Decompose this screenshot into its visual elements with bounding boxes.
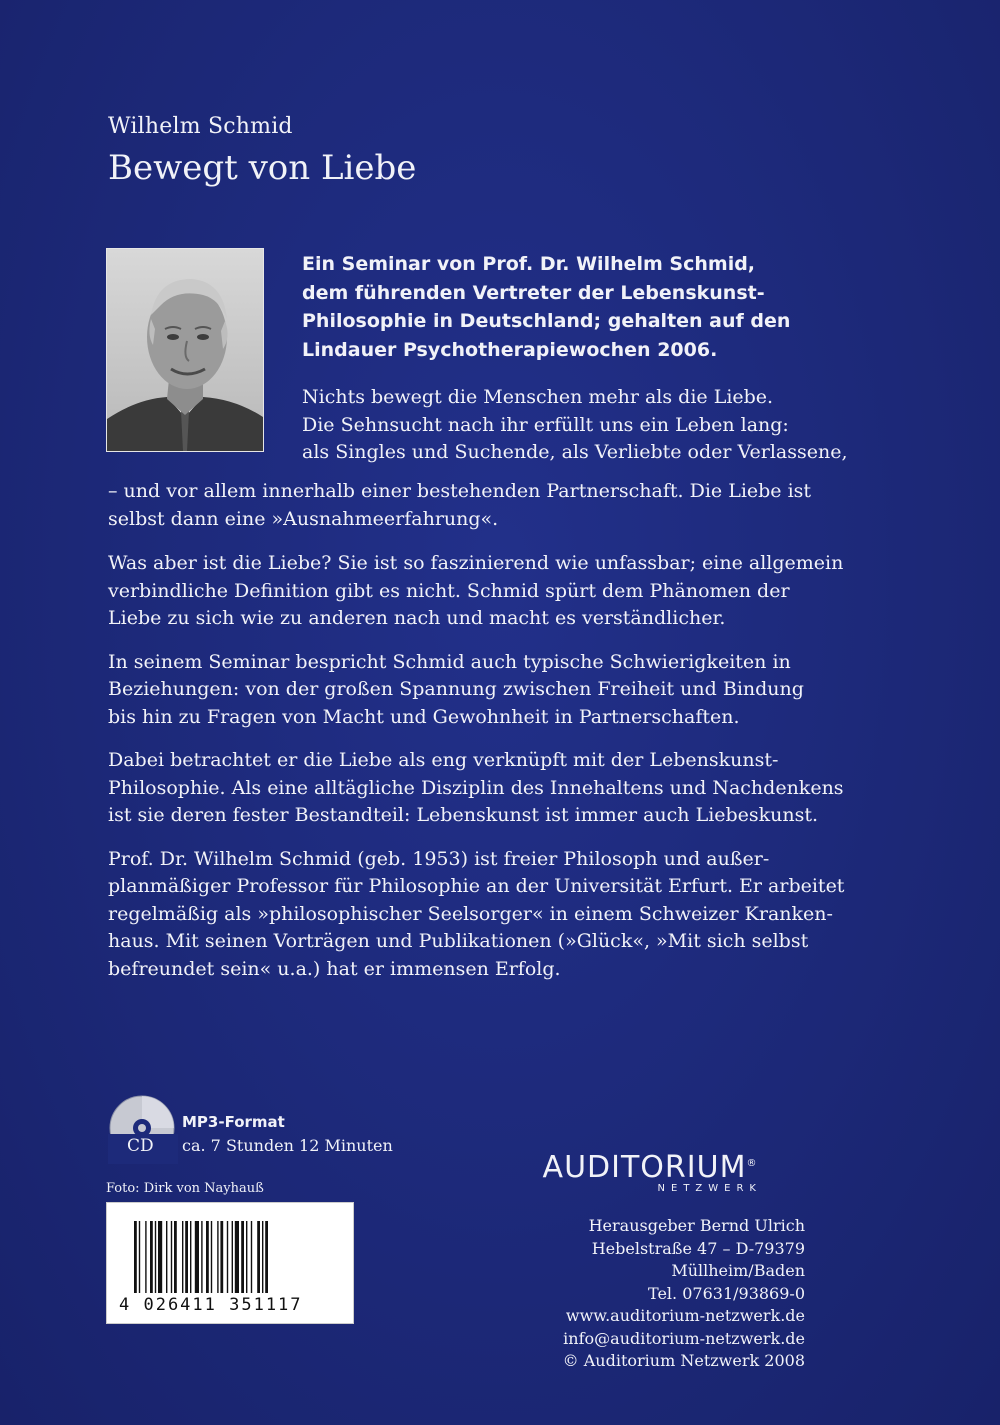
author-portrait-image [107, 249, 263, 451]
barcode-bar [150, 1221, 153, 1293]
paragraph-line: Dabei betrachtet er die Liebe als eng verknüpft mit der Lebenskunst- [108, 749, 779, 771]
publisher-info [460, 1215, 805, 1373]
intro-line: Philosophie in Deutschland; gehalten auf den [302, 310, 791, 332]
paragraph [108, 550, 898, 633]
duration-label: ca. 7 Stunden 12 Minuten [182, 1136, 393, 1155]
barcode-bar [195, 1221, 199, 1293]
paragraph-line: Was aber ist die Liebe? Sie ist so faszinierend wie unfassbar; eine allgemein [108, 552, 844, 574]
barcode-bar [158, 1221, 162, 1293]
publisher-website: www.auditorium-netzwerk.de [565, 1306, 805, 1325]
paragraph [108, 747, 898, 830]
barcode-bar [232, 1221, 233, 1293]
registered-mark: ® [746, 1158, 758, 1169]
book-title: Bewegt von Liebe [108, 148, 417, 188]
barcode-bar [190, 1221, 191, 1293]
intro-line: Ein Seminar von Prof. Dr. Wilhelm Schmid, [302, 253, 756, 275]
logo-wordmark [520, 1150, 780, 1185]
paragraph-line: regelmäßig als »philosophischer Seelsorger« in einem Schweizer Kranken- [108, 902, 833, 925]
lead-line: – und vor allem innerhalb einer bestehenden Partnerschaft. Die Liebe ist [108, 480, 812, 502]
barcode-bar [251, 1221, 252, 1293]
publisher-line: Herausgeber Bernd Ulrich [588, 1216, 805, 1235]
paragraph-line: befreundet sein« u.a.) hat er immensen Erfolg. [108, 957, 561, 980]
lead-line: Nichts bewegt die Menschen mehr als die Liebe. [302, 386, 774, 408]
barcode-bar [241, 1221, 244, 1293]
barcode-bar [211, 1221, 212, 1293]
barcode-bar [246, 1221, 247, 1293]
paragraph-line: planmäßiger Professor für Philosophie an der Universität Erfurt. Er arbeitet [108, 875, 845, 897]
format-label: MP3-Format [182, 1113, 285, 1131]
publisher-phone: Tel. 07631/93869-0 [648, 1283, 805, 1303]
barcode-bar [174, 1221, 177, 1293]
logo-subtitle: NETZWERK [657, 1183, 762, 1194]
barcode-bar [185, 1221, 188, 1293]
intro-line: Lindauer Psychotherapiewochen 2006. [302, 338, 718, 361]
barcode-bar [206, 1221, 209, 1293]
publisher-copyright: © Auditorium Netzwerk 2008 [562, 1351, 805, 1370]
paragraph-line: Prof. Dr. Wilhelm Schmid (geb. 1953) ist freier Philosoph und außer- [108, 847, 770, 870]
lead-line: als Singles und Suchende, als Verliebte oder Verlassene, [302, 441, 848, 463]
body-text [108, 550, 898, 999]
lead-line: Die Sehnsucht nach ihr erfüllt uns ein Leben lang: [302, 413, 789, 436]
barcode-bar [134, 1221, 137, 1293]
barcode-bar [201, 1221, 202, 1293]
barcode-number: 4 026411 351117 [119, 1295, 303, 1315]
barcode-bar [262, 1221, 263, 1293]
barcode-bar [166, 1221, 167, 1293]
paragraph [108, 649, 898, 732]
lead-line: selbst dann eine »Ausnahmeerfahrung«. [108, 507, 499, 530]
barcode-bar [235, 1221, 239, 1293]
lead-continuation [108, 478, 898, 533]
paragraph [108, 846, 898, 984]
paragraph-line: Beziehungen: von der großen Spannung zwischen Freiheit und Bindung [108, 678, 804, 700]
barcode-bar [227, 1221, 228, 1293]
publisher-email: info@auditorium-netzwerk.de [563, 1328, 805, 1348]
barcode-bar [217, 1221, 218, 1293]
barcode [106, 1202, 354, 1324]
paragraph-line: ist sie deren fester Bestandteil: Lebenskunst ist immer auch Liebeskunst. [108, 804, 819, 826]
barcode-bar [155, 1221, 156, 1293]
barcode-bar [220, 1221, 223, 1293]
lead-text [302, 384, 902, 467]
paragraph-line: verbindliche Definition gibt es nicht. Schmid spürt dem Phänomen der [108, 579, 790, 602]
barcode-bar [139, 1221, 140, 1293]
paragraph-line: In seinem Seminar bespricht Schmid auch typische Schwierigkeiten in [108, 650, 791, 673]
barcode-bar [171, 1221, 172, 1293]
logo-name: AUDITORIUM [542, 1150, 747, 1185]
barcode-bar [145, 1221, 146, 1293]
publisher-address: Hebelstraße 47 – D-79379 Müllheim/Baden [591, 1238, 805, 1280]
barcode-bar [257, 1221, 260, 1293]
paragraph-line: Liebe zu sich wie zu anderen nach und macht es verständlicher. [108, 607, 726, 629]
intro-text [302, 250, 902, 364]
author-name: Wilhelm Schmid [108, 114, 293, 139]
author-photo [106, 248, 264, 452]
intro-line: dem führenden Vertreter der Lebenskunst- [302, 281, 765, 304]
paragraph-line: bis hin zu Fragen von Macht und Gewohnheit in Partnerschaften. [108, 705, 740, 728]
barcode-bars [134, 1221, 330, 1293]
barcode-bar [265, 1221, 268, 1293]
publisher-logo [520, 1150, 780, 1194]
cd-label: CD [127, 1136, 154, 1156]
paragraph-line: haus. Mit seinen Vorträgen und Publikationen (»Glück«, »Mit sich selbst [108, 930, 809, 952]
barcode-bar [182, 1221, 183, 1293]
paragraph-line: Philosophie. Als eine alltägliche Disziplin des Innehaltens und Nachdenkens [108, 776, 844, 799]
photo-credit: Foto: Dirk von Nayhauß [106, 1181, 264, 1196]
